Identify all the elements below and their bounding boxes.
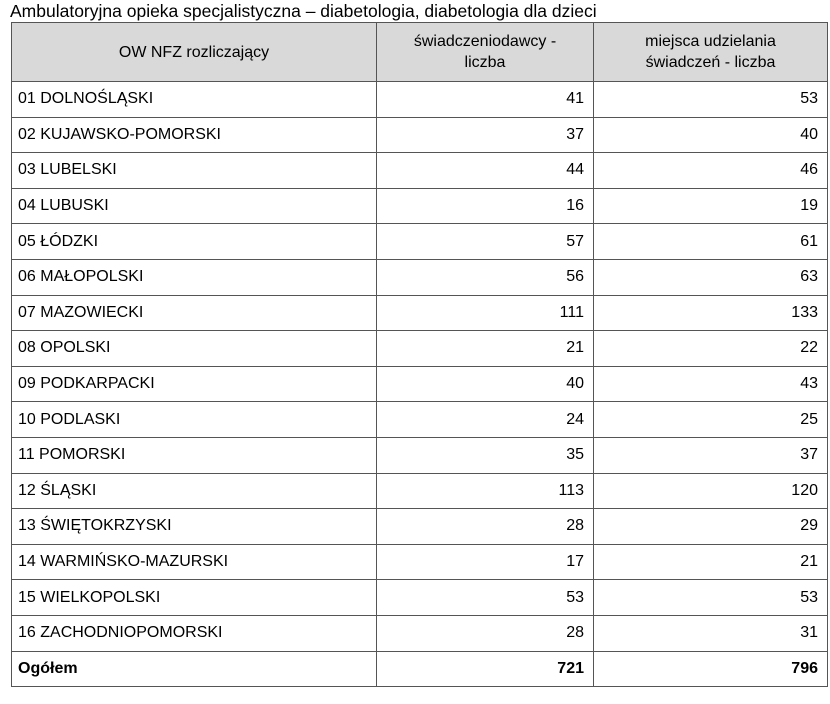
places-cell: 63: [594, 259, 828, 295]
header-providers-line1: świadczeniodawcy -: [413, 33, 557, 50]
region-cell: 11 POMORSKI: [12, 437, 377, 473]
table-row: [12, 544, 828, 580]
region-cell: 07 MAZOWIECKI: [12, 295, 377, 331]
header-providers-line2: liczba: [464, 54, 506, 71]
region-cell: 16 ZACHODNIOPOMORSKI: [12, 615, 377, 651]
providers-cell: 21: [377, 331, 594, 367]
header-places: [594, 23, 828, 82]
providers-cell: 44: [377, 153, 594, 189]
providers-cell: 35: [377, 437, 594, 473]
places-cell: 25: [594, 402, 828, 438]
providers-cell: 24: [377, 402, 594, 438]
places-cell: 61: [594, 224, 828, 260]
providers-cell: 40: [377, 366, 594, 402]
header-places-line1: miejsca udzielania: [645, 33, 776, 50]
region-cell: 15 WIELKOPOLSKI: [12, 580, 377, 616]
region-cell: 08 OPOLSKI: [12, 331, 377, 367]
header-row: [12, 23, 828, 82]
region-cell: 09 PODKARPACKI: [12, 366, 377, 402]
providers-cell: 37: [377, 117, 594, 153]
region-cell: 03 LUBELSKI: [12, 153, 377, 189]
table-row: [12, 295, 828, 331]
page-title: Ambulatoryjna opieka specjalistyczna – diabetologia, diabetologia dla dzieci: [10, 1, 597, 21]
table-row: [12, 224, 828, 260]
places-cell: 120: [594, 473, 828, 509]
providers-cell: 16: [377, 188, 594, 224]
region-cell: 06 MAŁOPOLSKI: [12, 259, 377, 295]
region-cell: 12 ŚLĄSKI: [12, 473, 377, 509]
region-cell: 14 WARMIŃSKO-MAZURSKI: [12, 544, 377, 580]
providers-cell: 53: [377, 580, 594, 616]
table-row: [12, 117, 828, 153]
region-cell: 05 ŁÓDZKI: [12, 224, 377, 260]
table-row: [12, 473, 828, 509]
places-cell: 22: [594, 331, 828, 367]
providers-cell: 57: [377, 224, 594, 260]
places-cell: 53: [594, 82, 828, 118]
providers-cell: 41: [377, 82, 594, 118]
providers-cell: 721: [377, 651, 594, 687]
table-row: [12, 509, 828, 545]
region-cell: 04 LUBUSKI: [12, 188, 377, 224]
region-cell: 10 PODLASKI: [12, 402, 377, 438]
places-cell: 19: [594, 188, 828, 224]
providers-cell: 28: [377, 615, 594, 651]
table-row: [12, 153, 828, 189]
header-providers: [377, 23, 594, 82]
places-cell: 53: [594, 580, 828, 616]
places-cell: 43: [594, 366, 828, 402]
places-cell: 46: [594, 153, 828, 189]
table-row: [12, 188, 828, 224]
places-cell: 40: [594, 117, 828, 153]
providers-cell: 28: [377, 509, 594, 545]
region-cell: 13 ŚWIĘTOKRZYSKI: [12, 509, 377, 545]
region-cell: 02 KUJAWSKO-POMORSKI: [12, 117, 377, 153]
region-cell: Ogółem: [12, 651, 377, 687]
table-row: [12, 580, 828, 616]
places-cell: 29: [594, 509, 828, 545]
header-places-line2: świadczeń - liczba: [645, 54, 776, 71]
places-cell: 31: [594, 615, 828, 651]
providers-cell: 111: [377, 295, 594, 331]
places-cell: 796: [594, 651, 828, 687]
table-row: [12, 331, 828, 367]
region-cell: 01 DOLNOŚLĄSKI: [12, 82, 377, 118]
table-row: [12, 615, 828, 651]
table-row: [12, 259, 828, 295]
places-cell: 37: [594, 437, 828, 473]
table-row: [12, 366, 828, 402]
table-row: [12, 82, 828, 118]
total-row: [12, 651, 828, 687]
data-table: [11, 22, 828, 687]
table-row: [12, 437, 828, 473]
providers-cell: 113: [377, 473, 594, 509]
providers-cell: 56: [377, 259, 594, 295]
places-cell: 133: [594, 295, 828, 331]
header-region: OW NFZ rozliczający: [12, 23, 377, 82]
table-row: [12, 402, 828, 438]
places-cell: 21: [594, 544, 828, 580]
providers-cell: 17: [377, 544, 594, 580]
